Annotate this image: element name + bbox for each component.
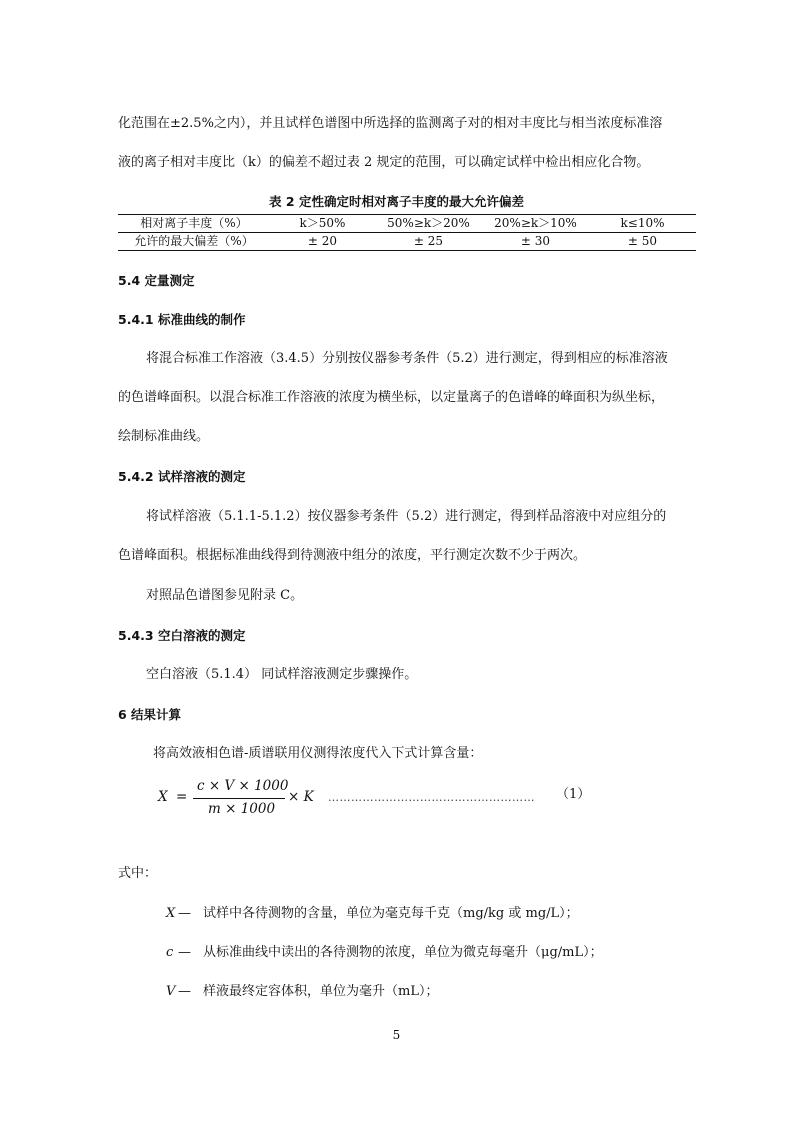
section-heading: 5.4 定量测定 (118, 273, 195, 288)
definition-text: 从标准曲线中读出的各待测物的浓度，单位为微克每毫升（μg/mL）； (203, 945, 603, 960)
paragraph-line: 绘制标准曲线。 (118, 429, 210, 444)
paragraph-line: 空白溶液（5.1.4） 同试样溶液测定步骤操作。 (146, 667, 418, 682)
definition-dash: — (178, 906, 191, 921)
paragraph-line: 液的离子相对丰度比（k）的偏差不超过表 2 规定的范围，可以确定试样中检出相应化合物。 (118, 155, 650, 170)
definition-dash: — (178, 984, 191, 999)
table-cell: ± 50 (589, 233, 696, 251)
formula-equals: = (176, 789, 188, 805)
definition-text: 试样中各待测物的含量，单位为毫克每千克（mg/kg 或 mg/L）； (203, 906, 579, 921)
section-heading: 5.4.2 试样溶液的测定 (118, 469, 246, 484)
paragraph-line: 将试样溶液（5.1.1-5.1.2）按仪器参考条件（5.2）进行测定，得到样品溶液中对应组分的 (146, 509, 667, 524)
table-header-cell: 相对离子丰度（%） (118, 215, 270, 233)
section-heading: 6 结果计算 (118, 707, 182, 722)
table-header-cell: 20%≥k＞10% (482, 215, 589, 233)
definition-dash: — (178, 945, 191, 960)
formula-times-k: × K (288, 789, 314, 805)
deviation-table (118, 214, 696, 251)
formula-number: （1） (556, 787, 591, 802)
table-header-cell: 50%≥k＞20% (375, 215, 482, 233)
definition-symbol: X (166, 906, 176, 921)
definition-text: 样液最终定容体积，单位为毫升（mL）； (203, 984, 439, 999)
formula-lhs: X (158, 789, 168, 805)
formula-leader-dots: ……………………………………………… (328, 791, 535, 804)
paragraph-line: 对照品色谱图参见附录 C。 (146, 588, 304, 603)
formula-denominator: m × 1000 (208, 801, 276, 817)
paragraph-line: 的色谱峰面积。以混合标准工作溶液的浓度为横坐标，以定量离子的色谱峰的峰面积为纵坐标， (118, 390, 665, 405)
definition-symbol: c (166, 945, 174, 960)
table-header-cell: k≤10% (589, 215, 696, 233)
paragraph-line: 将高效液相色谱-质谱联用仪测得浓度代入下式计算含量： (153, 746, 483, 761)
table-row (118, 233, 696, 251)
paragraph-line: 化范围在±2.5%之内），并且试样色谱图中所选择的监测离子对的相对丰度比与相当浓度标准溶 (118, 116, 663, 131)
paragraph-line: 色谱峰面积。根据标准曲线得到待测液中组分的浓度，平行测定次数不少于两次。 (118, 548, 587, 563)
fraction-bar (193, 798, 285, 799)
section-heading: 5.4.3 空白溶液的测定 (118, 628, 246, 643)
table-cell: ± 25 (375, 233, 482, 251)
table-header-cell: k＞50% (270, 215, 375, 233)
definition-symbol: V (166, 984, 176, 999)
page-number: 5 (392, 1028, 401, 1042)
section-heading: 5.4.1 标准曲线的制作 (118, 312, 246, 327)
table-cell: ± 30 (482, 233, 589, 251)
formula-numerator: c × V × 1000 (197, 778, 289, 794)
where-label: 式中： (118, 866, 158, 881)
table-caption: 表 2 定性确定时相对离子丰度的最大允许偏差 (269, 194, 524, 209)
table-header-row (118, 215, 696, 233)
table-cell: ± 20 (270, 233, 375, 251)
table-cell: 允许的最大偏差（%） (118, 233, 270, 251)
paragraph-line: 将混合标准工作溶液（3.4.5）分别按仪器参考条件（5.2）进行测定，得到相应的标准溶液 (146, 351, 668, 366)
